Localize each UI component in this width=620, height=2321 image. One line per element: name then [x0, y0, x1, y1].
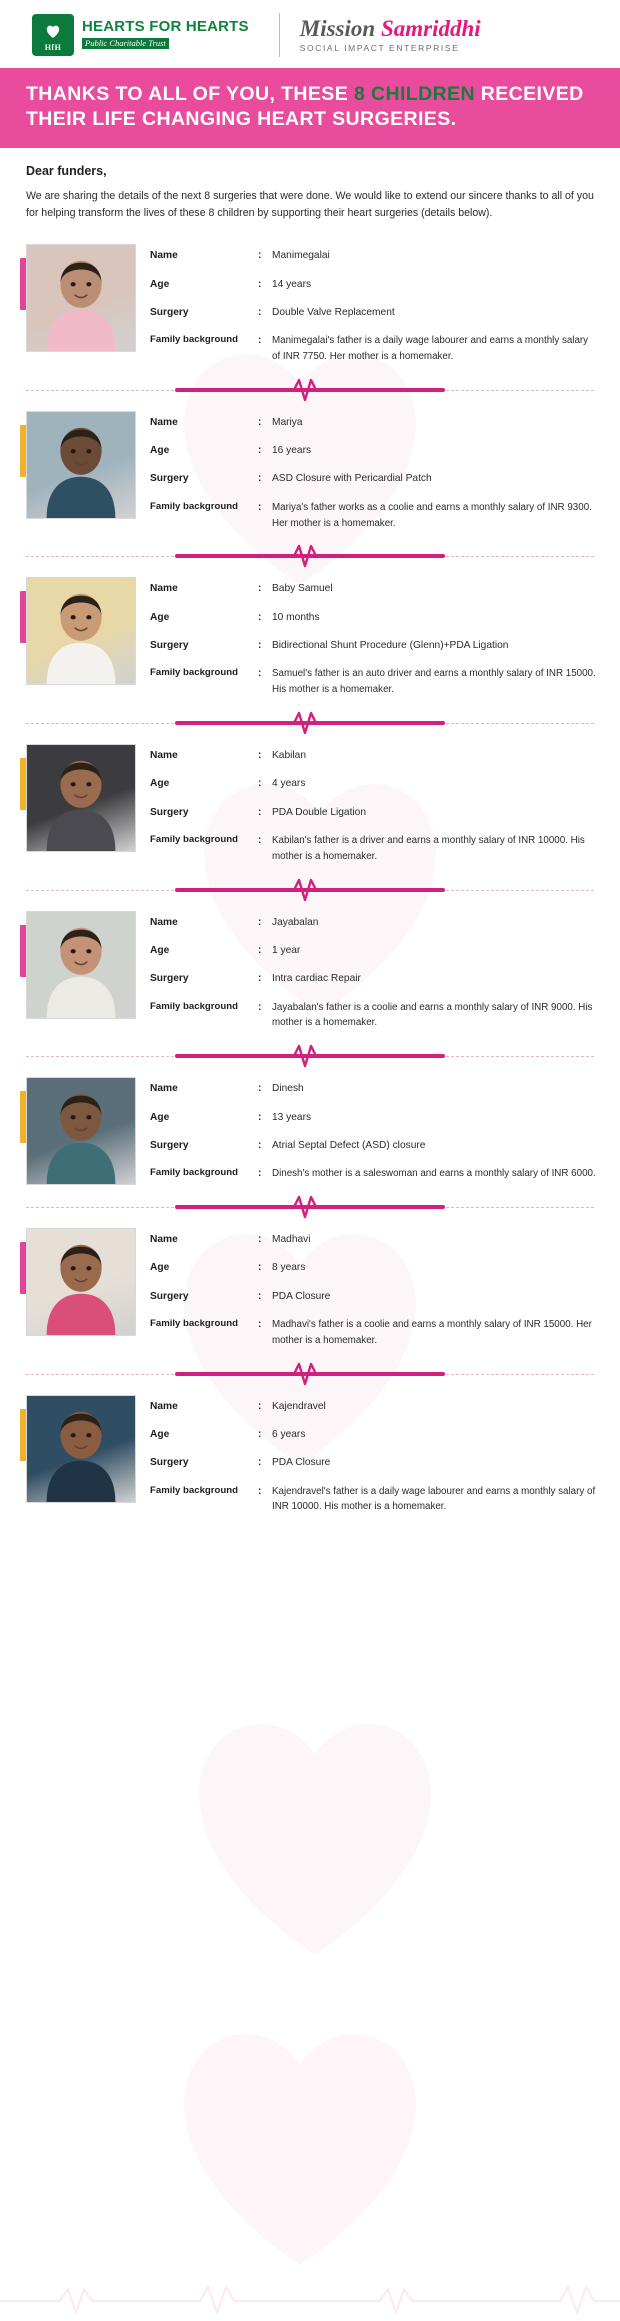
- label-surgery: Surgery: [150, 1139, 189, 1151]
- detail-row-family: [150, 1166, 598, 1182]
- value-surgery: PDA Closure: [272, 1290, 331, 1302]
- value-name: Kabilan: [272, 750, 306, 762]
- detail-row-name: [150, 1399, 598, 1414]
- detail-row-surgery: [150, 471, 598, 486]
- detail-row-age: [150, 277, 598, 292]
- detail-row-family: [150, 666, 598, 698]
- child-photo: [26, 911, 136, 1019]
- child-photo: [26, 411, 136, 519]
- label-age: Age: [150, 611, 170, 623]
- value-surgery: Bidirectional Shunt Procedure (Glenn)+PDA Ligation: [272, 640, 509, 652]
- value-surgery: Double Valve Replacement: [272, 306, 395, 318]
- logo-title: HEARTS FOR HEARTS: [82, 17, 249, 35]
- label-family: Family background: [150, 1484, 238, 1496]
- detail-row-name: [150, 248, 598, 263]
- label-surgery: Surgery: [150, 806, 189, 818]
- colon-separator: :: [258, 1485, 262, 1497]
- label-age: Age: [150, 278, 170, 290]
- mission-word: Mission: [299, 16, 381, 42]
- hearts-for-hearts-logo: [26, 10, 259, 60]
- child-photo: [26, 577, 136, 685]
- label-age: Age: [150, 1111, 170, 1123]
- value-family: Dinesh's mother is a saleswoman and earns a monthly salary of INR 6000.: [272, 1168, 596, 1180]
- colon-separator: :: [258, 668, 262, 680]
- colon-separator: :: [258, 583, 262, 595]
- child-case-card: [0, 905, 620, 1040]
- label-name: Name: [150, 1400, 178, 1412]
- divider-bar: [175, 1372, 445, 1376]
- detail-column: [150, 1077, 598, 1186]
- child-photo: [26, 244, 136, 352]
- colon-separator: :: [258, 1083, 262, 1095]
- section-divider: [0, 1041, 620, 1071]
- section-divider: [0, 875, 620, 905]
- label-surgery: Surgery: [150, 640, 189, 652]
- heartbeat-icon: [278, 1194, 342, 1220]
- label-family: Family background: [150, 334, 238, 346]
- value-age: 8 years: [272, 1262, 306, 1274]
- value-family: Manimegalai's father is a daily wage labourer and earns a monthly salary of INR 7750. Her mother is a homemaker.: [272, 335, 589, 362]
- child-photo: [26, 1395, 136, 1503]
- section-divider: [0, 541, 620, 571]
- photo-column: [26, 1228, 136, 1336]
- logo-mark-text: HfH: [44, 43, 62, 52]
- headline-part2: RECEIVED: [474, 83, 584, 105]
- detail-row-age: [150, 1427, 598, 1442]
- value-surgery: Atrial Septal Defect (ASD) closure: [272, 1139, 426, 1151]
- value-family: Madhavi's father is a coolie and earns a monthly salary of INR 15000. Her mother is a homemaker.: [272, 1318, 592, 1346]
- detail-row-name: [150, 1081, 598, 1096]
- detail-row-family: [150, 1484, 598, 1516]
- brand-header: [0, 0, 620, 64]
- detail-row-age: [150, 943, 598, 958]
- detail-row-surgery: [150, 1289, 598, 1304]
- child-photo: [26, 744, 136, 852]
- child-case-card: [0, 1222, 620, 1357]
- logo-divider: [279, 13, 280, 57]
- detail-row-surgery: [150, 805, 598, 820]
- value-name: Madhavi: [272, 1234, 311, 1246]
- heart-logo-icon: [32, 14, 74, 56]
- colon-separator: :: [258, 1234, 262, 1246]
- photo-column: [26, 911, 136, 1019]
- label-name: Name: [150, 916, 178, 928]
- value-family: Kabilan's father is a driver and earns a monthly salary of INR 10000. His mother is a homemaker.: [272, 834, 585, 862]
- detail-row-surgery: [150, 1455, 598, 1470]
- value-name: Dinesh: [272, 1083, 304, 1095]
- colon-separator: :: [258, 416, 262, 428]
- value-age: 14 years: [272, 278, 312, 290]
- colon-separator: :: [258, 1428, 262, 1440]
- divider-bar: [175, 388, 445, 392]
- case-list: [0, 228, 620, 1523]
- label-family: Family background: [150, 667, 238, 679]
- label-surgery: Surgery: [150, 1290, 189, 1302]
- colon-separator: :: [258, 1400, 262, 1412]
- colon-separator: :: [258, 278, 262, 290]
- detail-row-surgery: [150, 1138, 598, 1153]
- label-family: Family background: [150, 833, 238, 845]
- section-divider: [0, 375, 620, 405]
- divider-bar: [175, 888, 445, 892]
- label-surgery: Surgery: [150, 1457, 189, 1469]
- detail-row-age: [150, 776, 598, 791]
- detail-column: [150, 244, 598, 369]
- colon-separator: :: [258, 1290, 262, 1302]
- child-case-card: [0, 571, 620, 706]
- value-age: 16 years: [272, 445, 312, 457]
- ecg-line-decoration: [0, 2275, 620, 2315]
- label-family: Family background: [150, 1317, 238, 1329]
- child-photo: [26, 1077, 136, 1185]
- detail-row-age: [150, 610, 598, 625]
- colon-separator: :: [258, 1001, 262, 1013]
- label-surgery: Surgery: [150, 973, 189, 985]
- colon-separator: :: [258, 1318, 262, 1330]
- colon-separator: :: [258, 973, 262, 985]
- label-name: Name: [150, 1083, 178, 1095]
- colon-separator: :: [258, 445, 262, 457]
- value-age: 13 years: [272, 1111, 312, 1123]
- detail-row-family: [150, 500, 598, 532]
- value-name: Manimegalai: [272, 250, 330, 262]
- detail-row-name: [150, 1232, 598, 1247]
- intro-paragraph: We are sharing the details of the next 8 surgeries that were done. We would like to extend our sincere thanks to all of you for helping transform the lives of these 8 children by supporting their heart surgeries (details below).: [26, 189, 594, 220]
- detail-row-family: [150, 833, 598, 865]
- detail-row-name: [150, 915, 598, 930]
- label-family: Family background: [150, 500, 238, 512]
- detail-column: [150, 1228, 598, 1353]
- heartbeat-icon: [278, 543, 342, 569]
- value-surgery: PDA Double Ligation: [272, 806, 367, 818]
- value-family: Jayabalan's father is a coolie and earns a monthly salary of INR 9000. His mother is a homemaker.: [272, 1001, 593, 1029]
- colon-separator: :: [258, 778, 262, 790]
- photo-column: [26, 1395, 136, 1503]
- value-name: Mariya: [272, 416, 303, 428]
- child-case-card: [0, 1389, 620, 1524]
- heartbeat-icon: [278, 377, 342, 403]
- label-age: Age: [150, 778, 170, 790]
- label-name: Name: [150, 416, 178, 428]
- heartbeat-icon: [278, 1361, 342, 1387]
- intro-section: [0, 148, 620, 228]
- mission-tagline: SOCIAL IMPACT ENTERPRISE: [299, 42, 460, 53]
- detail-row-name: [150, 748, 598, 763]
- detail-row-age: [150, 443, 598, 458]
- mission-samriddhi-logo: [300, 17, 481, 52]
- heartbeat-icon: [278, 877, 342, 903]
- colon-separator: :: [258, 806, 262, 818]
- detail-row-family: [150, 1000, 598, 1032]
- divider-bar: [175, 721, 445, 725]
- detail-column: [150, 577, 598, 702]
- detail-column: [150, 1395, 598, 1520]
- label-age: Age: [150, 1262, 170, 1274]
- colon-separator: :: [258, 1168, 262, 1180]
- photo-column: [26, 1077, 136, 1185]
- label-age: Age: [150, 445, 170, 457]
- value-name: Jayabalan: [272, 916, 319, 928]
- colon-separator: :: [258, 640, 262, 652]
- detail-row-name: [150, 415, 598, 430]
- decorative-heart-icon: [150, 2010, 450, 2280]
- label-age: Age: [150, 1428, 170, 1440]
- colon-separator: :: [258, 611, 262, 623]
- detail-column: [150, 911, 598, 1036]
- photo-column: [26, 244, 136, 352]
- colon-separator: :: [258, 250, 262, 262]
- value-age: 6 years: [272, 1428, 306, 1440]
- colon-separator: :: [258, 1111, 262, 1123]
- value-surgery: Intra cardiac Repair: [272, 973, 361, 985]
- headline-highlight: 8 CHILDREN: [353, 83, 475, 105]
- colon-separator: :: [258, 335, 262, 347]
- detail-row-surgery: [150, 971, 598, 986]
- child-case-card: [0, 738, 620, 873]
- photo-column: [26, 577, 136, 685]
- detail-column: [150, 411, 598, 536]
- heartbeat-icon: [278, 1043, 342, 1069]
- headline-line2: THEIR LIFE CHANGING HEART SURGERIES.: [26, 107, 457, 130]
- headline-part1: THANKS TO ALL OF YOU, THESE: [26, 83, 354, 105]
- child-case-card: [0, 238, 620, 373]
- value-family: Samuel's father is an auto driver and earns a monthly salary of INR 15000. His mother is a homemaker.: [272, 668, 596, 696]
- label-surgery: Surgery: [150, 473, 189, 485]
- colon-separator: :: [258, 944, 262, 956]
- colon-separator: :: [258, 501, 262, 513]
- colon-separator: :: [258, 916, 262, 928]
- detail-column: [150, 744, 598, 869]
- colon-separator: :: [258, 473, 262, 485]
- decorative-heart-icon: [165, 1700, 465, 1970]
- label-surgery: Surgery: [150, 306, 189, 318]
- child-case-card: [0, 405, 620, 540]
- colon-separator: :: [258, 750, 262, 762]
- label-age: Age: [150, 944, 170, 956]
- value-surgery: ASD Closure with Pericardial Patch: [272, 473, 432, 485]
- detail-row-age: [150, 1260, 598, 1275]
- section-divider: [0, 1192, 620, 1222]
- detail-row-name: [150, 581, 598, 596]
- label-name: Name: [150, 583, 178, 595]
- label-name: Name: [150, 750, 178, 762]
- detail-row-age: [150, 1110, 598, 1125]
- divider-bar: [175, 1205, 445, 1209]
- divider-bar: [175, 1054, 445, 1058]
- colon-separator: :: [258, 1457, 262, 1469]
- divider-bar: [175, 554, 445, 558]
- value-age: 4 years: [272, 778, 306, 790]
- detail-row-family: [150, 333, 598, 365]
- detail-row-family: [150, 1317, 598, 1349]
- value-name: Baby Samuel: [272, 583, 333, 595]
- section-divider: [0, 1359, 620, 1389]
- detail-row-surgery: [150, 638, 598, 653]
- photo-column: [26, 744, 136, 852]
- section-divider: [0, 708, 620, 738]
- colon-separator: :: [258, 306, 262, 318]
- label-name: Name: [150, 1234, 178, 1246]
- colon-separator: :: [258, 834, 262, 846]
- heartbeat-icon: [278, 710, 342, 736]
- value-family: Kajendravel's father is a daily wage labourer and earns a monthly salary of INR 10000. His mother is a homemaker.: [272, 1485, 596, 1513]
- value-surgery: PDA Closure: [272, 1457, 331, 1469]
- logo-subtitle: Public Charitable Trust: [82, 38, 169, 49]
- colon-separator: :: [258, 1262, 262, 1274]
- value-age: 10 months: [272, 611, 320, 623]
- samriddhi-word: Samriddhi: [380, 16, 481, 42]
- child-photo: [26, 1228, 136, 1336]
- photo-column: [26, 411, 136, 519]
- detail-row-surgery: [150, 305, 598, 320]
- label-family: Family background: [150, 1000, 238, 1012]
- salutation: Dear funders,: [26, 163, 107, 178]
- value-family: Mariya's father works as a coolie and earns a monthly salary of INR 9300. Her mother is a homemaker.: [272, 501, 592, 529]
- colon-separator: :: [258, 1139, 262, 1151]
- label-family: Family background: [150, 1167, 238, 1179]
- child-case-card: [0, 1071, 620, 1190]
- headline-banner: [0, 68, 620, 148]
- value-name: Kajendravel: [272, 1400, 326, 1412]
- value-age: 1 year: [272, 944, 301, 956]
- label-name: Name: [150, 250, 178, 262]
